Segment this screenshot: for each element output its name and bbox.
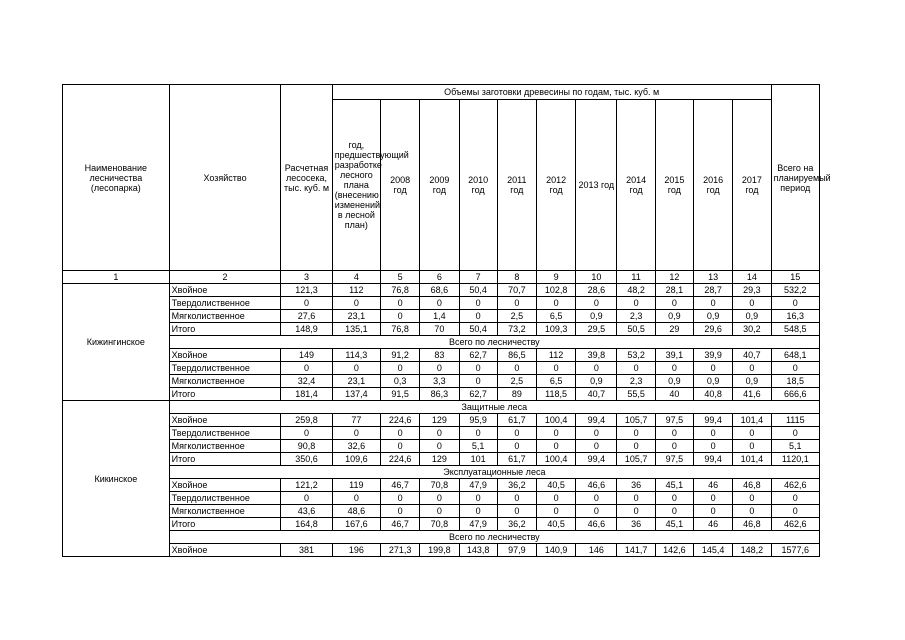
header-row-1 [63, 85, 820, 100]
value-cell: 0 [576, 427, 617, 440]
value-cell: 0 [381, 427, 420, 440]
value-cell: 2,5 [497, 375, 536, 388]
value-cell: 40 [655, 388, 693, 401]
value-cell: 0 [617, 297, 655, 310]
column-number: 11 [617, 271, 655, 284]
value-cell: 224,6 [381, 453, 420, 466]
value-cell: 46,8 [733, 479, 771, 492]
value-cell: 0 [459, 427, 497, 440]
value-cell: 548,5 [771, 323, 819, 336]
value-cell: 32,6 [332, 440, 380, 453]
value-cell: 112 [536, 349, 575, 362]
value-cell: 30,2 [733, 323, 771, 336]
value-cell: 148,2 [733, 544, 771, 557]
value-cell: 112 [332, 284, 380, 297]
value-cell: 89 [497, 388, 536, 401]
value-cell: 76,8 [381, 323, 420, 336]
value-cell: 97,5 [655, 453, 693, 466]
table-row [63, 492, 820, 505]
value-cell: 259,8 [281, 414, 332, 427]
value-cell: 0 [497, 492, 536, 505]
value-cell: 145,4 [693, 544, 732, 557]
value-cell: 135,1 [332, 323, 380, 336]
value-cell: 50,5 [617, 323, 655, 336]
value-cell: 0 [617, 492, 655, 505]
table-row [63, 453, 820, 466]
value-cell: 70,7 [497, 284, 536, 297]
column-number: 7 [459, 271, 497, 284]
value-cell: 350,6 [281, 453, 332, 466]
value-cell: 27,6 [281, 310, 332, 323]
column-number: 6 [420, 271, 459, 284]
value-cell: 46,8 [733, 518, 771, 531]
header-year: 2017 год [733, 100, 771, 271]
farm-type-cell: Мягколиственное [169, 505, 281, 518]
value-cell: 129 [420, 453, 459, 466]
value-cell: 0 [332, 427, 380, 440]
table-row [63, 310, 820, 323]
value-cell: 105,7 [617, 453, 655, 466]
section-row [63, 336, 820, 349]
value-cell: 0 [332, 362, 380, 375]
column-number: 10 [576, 271, 617, 284]
table-row [63, 544, 820, 557]
value-cell: 36 [617, 479, 655, 492]
value-cell: 2,5 [497, 310, 536, 323]
value-cell: 1120,1 [771, 453, 819, 466]
column-number: 12 [655, 271, 693, 284]
column-number: 1 [63, 271, 170, 284]
section-row [63, 466, 820, 479]
value-cell: 0 [733, 505, 771, 518]
value-cell: 0 [693, 440, 732, 453]
column-number-row [63, 271, 820, 284]
value-cell: 36,2 [497, 479, 536, 492]
value-cell: 90,8 [281, 440, 332, 453]
farm-type-cell: Мягколиственное [169, 375, 281, 388]
header-total: Всего на планируемый период [771, 85, 819, 271]
value-cell: 45,1 [655, 518, 693, 531]
value-cell: 0 [617, 440, 655, 453]
value-cell: 0 [693, 297, 732, 310]
column-number: 8 [497, 271, 536, 284]
value-cell: 53,2 [617, 349, 655, 362]
table-row [63, 297, 820, 310]
value-cell: 0 [617, 427, 655, 440]
value-cell: 76,8 [381, 284, 420, 297]
value-cell: 0 [693, 492, 732, 505]
value-cell: 99,4 [576, 414, 617, 427]
section-title: Всего по лесничеству [169, 336, 819, 349]
value-cell: 149 [281, 349, 332, 362]
farm-type-cell: Хвойное [169, 479, 281, 492]
farm-type-cell: Хвойное [169, 284, 281, 297]
value-cell: 532,2 [771, 284, 819, 297]
value-cell: 0 [536, 297, 575, 310]
value-cell: 36 [617, 518, 655, 531]
value-cell: 0 [420, 427, 459, 440]
value-cell: 40,8 [693, 388, 732, 401]
column-number: 5 [381, 271, 420, 284]
value-cell: 50,4 [459, 284, 497, 297]
value-cell: 99,4 [576, 453, 617, 466]
value-cell: 5,1 [459, 440, 497, 453]
value-cell: 0 [655, 505, 693, 518]
value-cell: 181,4 [281, 388, 332, 401]
table-row [63, 427, 820, 440]
value-cell: 121,2 [281, 479, 332, 492]
farm-type-cell: Хвойное [169, 414, 281, 427]
value-cell: 40,5 [536, 518, 575, 531]
value-cell: 70,8 [420, 479, 459, 492]
column-number: 14 [733, 271, 771, 284]
value-cell: 18,5 [771, 375, 819, 388]
value-cell: 97,9 [497, 544, 536, 557]
value-cell: 77 [332, 414, 380, 427]
value-cell: 462,6 [771, 518, 819, 531]
value-cell: 129 [420, 414, 459, 427]
value-cell: 95,9 [459, 414, 497, 427]
header-farm: Хозяйство [169, 85, 281, 271]
section-title: Эксплуатационные леса [169, 466, 819, 479]
header-year: 2009 год [420, 100, 459, 271]
value-cell: 0 [381, 310, 420, 323]
value-cell: 0 [497, 505, 536, 518]
farm-type-cell: Хвойное [169, 349, 281, 362]
value-cell: 271,3 [381, 544, 420, 557]
header-year: 2014 год [617, 100, 655, 271]
value-cell: 28,6 [576, 284, 617, 297]
value-cell: 39,8 [576, 349, 617, 362]
header-volumes-title: Объемы заготовки древесины по годам, тыс. куб. м [332, 85, 771, 100]
value-cell: 99,4 [693, 453, 732, 466]
value-cell: 28,1 [655, 284, 693, 297]
value-cell: 40,7 [576, 388, 617, 401]
value-cell: 666,6 [771, 388, 819, 401]
table-row [63, 414, 820, 427]
value-cell: 0 [497, 297, 536, 310]
value-cell: 29,5 [576, 323, 617, 336]
value-cell: 55,5 [617, 388, 655, 401]
value-cell: 83 [420, 349, 459, 362]
value-cell: 1115 [771, 414, 819, 427]
value-cell: 0,9 [576, 375, 617, 388]
value-cell: 97,5 [655, 414, 693, 427]
value-cell: 0 [771, 362, 819, 375]
value-cell: 23,1 [332, 375, 380, 388]
value-cell: 2,3 [617, 375, 655, 388]
value-cell: 16,3 [771, 310, 819, 323]
header-year: 2010 год [459, 100, 497, 271]
value-cell: 0 [381, 440, 420, 453]
value-cell: 102,8 [536, 284, 575, 297]
value-cell: 121,3 [281, 284, 332, 297]
value-cell: 101,4 [733, 453, 771, 466]
value-cell: 199,8 [420, 544, 459, 557]
value-cell: 137,4 [332, 388, 380, 401]
value-cell: 0 [576, 492, 617, 505]
value-cell: 0 [459, 375, 497, 388]
table-row [63, 505, 820, 518]
value-cell: 0 [655, 297, 693, 310]
value-cell: 0 [693, 427, 732, 440]
table-row [63, 362, 820, 375]
table-row [63, 440, 820, 453]
value-cell: 41,6 [733, 388, 771, 401]
column-number: 4 [332, 271, 380, 284]
header-year: 2011 год [497, 100, 536, 271]
value-cell: 1577,6 [771, 544, 819, 557]
value-cell: 0 [733, 492, 771, 505]
value-cell: 0 [381, 362, 420, 375]
value-cell: 143,8 [459, 544, 497, 557]
value-cell: 0 [420, 492, 459, 505]
farm-type-cell: Итого [169, 323, 281, 336]
column-number: 15 [771, 271, 819, 284]
farm-type-cell: Итого [169, 518, 281, 531]
value-cell: 62,7 [459, 349, 497, 362]
value-cell: 0 [733, 297, 771, 310]
value-cell: 462,6 [771, 479, 819, 492]
value-cell: 0 [420, 440, 459, 453]
header-year: 2012 год [536, 100, 575, 271]
value-cell: 0 [733, 427, 771, 440]
value-cell: 46,6 [576, 518, 617, 531]
value-cell: 118,5 [536, 388, 575, 401]
value-cell: 0 [576, 362, 617, 375]
header-allowable-cut: Расчетная лесосека, тыс. куб. м [281, 85, 332, 271]
farm-type-cell: Итого [169, 453, 281, 466]
value-cell: 648,1 [771, 349, 819, 362]
value-cell: 0,9 [576, 310, 617, 323]
value-cell: 32,4 [281, 375, 332, 388]
value-cell: 0 [576, 505, 617, 518]
value-cell: 0,9 [693, 375, 732, 388]
value-cell: 46,7 [381, 479, 420, 492]
value-cell: 0 [771, 492, 819, 505]
value-cell: 140,9 [536, 544, 575, 557]
value-cell: 141,7 [617, 544, 655, 557]
value-cell: 224,6 [381, 414, 420, 427]
value-cell: 23,1 [332, 310, 380, 323]
value-cell: 0 [459, 492, 497, 505]
section-row [63, 531, 820, 544]
value-cell: 0 [693, 362, 732, 375]
value-cell: 29,3 [733, 284, 771, 297]
value-cell: 109,3 [536, 323, 575, 336]
column-number: 2 [169, 271, 281, 284]
value-cell: 101 [459, 453, 497, 466]
value-cell: 0 [420, 505, 459, 518]
value-cell: 29,6 [693, 323, 732, 336]
value-cell: 50,4 [459, 323, 497, 336]
value-cell: 119 [332, 479, 380, 492]
farm-type-cell: Мягколиственное [169, 440, 281, 453]
value-cell: 148,9 [281, 323, 332, 336]
value-cell: 0 [655, 427, 693, 440]
value-cell: 0 [497, 440, 536, 453]
value-cell: 46 [693, 479, 732, 492]
value-cell: 0 [536, 505, 575, 518]
value-cell: 0 [536, 440, 575, 453]
table-row [63, 349, 820, 362]
value-cell: 0 [536, 492, 575, 505]
value-cell: 70 [420, 323, 459, 336]
forestry-name-cell: Кижингинское [63, 284, 170, 401]
value-cell: 29 [655, 323, 693, 336]
value-cell: 0 [420, 297, 459, 310]
value-cell: 86,3 [420, 388, 459, 401]
value-cell: 3,3 [420, 375, 459, 388]
value-cell: 0 [281, 362, 332, 375]
value-cell: 0 [497, 427, 536, 440]
farm-type-cell: Твердолиственное [169, 297, 281, 310]
header-forestry-name: Наименование лесничества (лесопарка) [63, 85, 170, 271]
value-cell: 0 [381, 492, 420, 505]
column-number: 13 [693, 271, 732, 284]
value-cell: 40,7 [733, 349, 771, 362]
value-cell: 0 [332, 492, 380, 505]
value-cell: 0,9 [655, 310, 693, 323]
header-year: 2008 год [381, 100, 420, 271]
value-cell: 36,2 [497, 518, 536, 531]
value-cell: 101,4 [733, 414, 771, 427]
value-cell: 43,6 [281, 505, 332, 518]
value-cell: 0 [655, 362, 693, 375]
value-cell: 105,7 [617, 414, 655, 427]
value-cell: 40,5 [536, 479, 575, 492]
table-row [63, 284, 820, 297]
value-cell: 100,4 [536, 414, 575, 427]
value-cell: 142,6 [655, 544, 693, 557]
header-year: 2013 год [576, 100, 617, 271]
farm-type-cell: Твердолиственное [169, 427, 281, 440]
value-cell: 62,7 [459, 388, 497, 401]
value-cell: 0 [459, 362, 497, 375]
value-cell: 146 [576, 544, 617, 557]
value-cell: 68,6 [420, 284, 459, 297]
value-cell: 0 [332, 297, 380, 310]
value-cell: 2,3 [617, 310, 655, 323]
value-cell: 70,8 [420, 518, 459, 531]
value-cell: 0,9 [655, 375, 693, 388]
value-cell: 0 [420, 362, 459, 375]
value-cell: 0 [459, 297, 497, 310]
value-cell: 109,6 [332, 453, 380, 466]
value-cell: 0 [459, 505, 497, 518]
value-cell: 61,7 [497, 414, 536, 427]
farm-type-cell: Твердолиственное [169, 362, 281, 375]
farm-type-cell: Твердолиственное [169, 492, 281, 505]
value-cell: 86,5 [497, 349, 536, 362]
value-cell: 0,9 [733, 375, 771, 388]
value-cell: 0 [281, 427, 332, 440]
farm-type-cell: Хвойное [169, 544, 281, 557]
value-cell: 48,6 [332, 505, 380, 518]
header-prior-year: год, предшествующий разработке лесного плана (внесению изменений в лесной план) [332, 100, 380, 271]
value-cell: 99,4 [693, 414, 732, 427]
value-cell: 0 [459, 310, 497, 323]
section-title: Всего по лесничеству [169, 531, 819, 544]
table-row [63, 388, 820, 401]
value-cell: 0 [381, 505, 420, 518]
value-cell: 46,7 [381, 518, 420, 531]
value-cell: 91,2 [381, 349, 420, 362]
value-cell: 114,3 [332, 349, 380, 362]
value-cell: 0 [771, 505, 819, 518]
value-cell: 39,9 [693, 349, 732, 362]
value-cell: 0 [536, 362, 575, 375]
value-cell: 0 [281, 297, 332, 310]
value-cell: 0 [733, 440, 771, 453]
value-cell: 48,2 [617, 284, 655, 297]
value-cell: 0,9 [693, 310, 732, 323]
forest-harvest-table [62, 84, 831, 557]
section-row [63, 401, 820, 414]
value-cell: 6,5 [536, 375, 575, 388]
value-cell: 5,1 [771, 440, 819, 453]
value-cell: 0 [576, 297, 617, 310]
value-cell: 0 [617, 505, 655, 518]
value-cell: 39,1 [655, 349, 693, 362]
column-number: 3 [281, 271, 332, 284]
header-year: 2015 год [655, 100, 693, 271]
value-cell: 0 [381, 297, 420, 310]
value-cell: 45,1 [655, 479, 693, 492]
farm-type-cell: Мягколиственное [169, 310, 281, 323]
value-cell: 0 [693, 505, 732, 518]
value-cell: 0 [655, 492, 693, 505]
value-cell: 0 [771, 427, 819, 440]
value-cell: 100,4 [536, 453, 575, 466]
value-cell: 0 [281, 492, 332, 505]
value-cell: 73,2 [497, 323, 536, 336]
value-cell: 167,6 [332, 518, 380, 531]
value-cell: 6,5 [536, 310, 575, 323]
value-cell: 46,6 [576, 479, 617, 492]
table-row [63, 323, 820, 336]
header-year: 2016 год [693, 100, 732, 271]
value-cell: 0 [617, 362, 655, 375]
value-cell: 0 [655, 440, 693, 453]
value-cell: 0 [576, 440, 617, 453]
value-cell: 47,9 [459, 518, 497, 531]
value-cell: 381 [281, 544, 332, 557]
table-row [63, 479, 820, 492]
value-cell: 28,7 [693, 284, 732, 297]
value-cell: 0 [497, 362, 536, 375]
value-cell: 1,4 [420, 310, 459, 323]
value-cell: 47,9 [459, 479, 497, 492]
table-row [63, 518, 820, 531]
value-cell: 0 [733, 362, 771, 375]
value-cell: 0,3 [381, 375, 420, 388]
value-cell: 91,5 [381, 388, 420, 401]
value-cell: 164,8 [281, 518, 332, 531]
column-number: 9 [536, 271, 575, 284]
forestry-name-cell: Кикинское [63, 401, 170, 557]
table-row [63, 375, 820, 388]
value-cell: 196 [332, 544, 380, 557]
section-title: Защитные леса [169, 401, 819, 414]
value-cell: 0,9 [733, 310, 771, 323]
value-cell: 61,7 [497, 453, 536, 466]
farm-type-cell: Итого [169, 388, 281, 401]
value-cell: 46 [693, 518, 732, 531]
value-cell: 0 [536, 427, 575, 440]
value-cell: 0 [771, 297, 819, 310]
